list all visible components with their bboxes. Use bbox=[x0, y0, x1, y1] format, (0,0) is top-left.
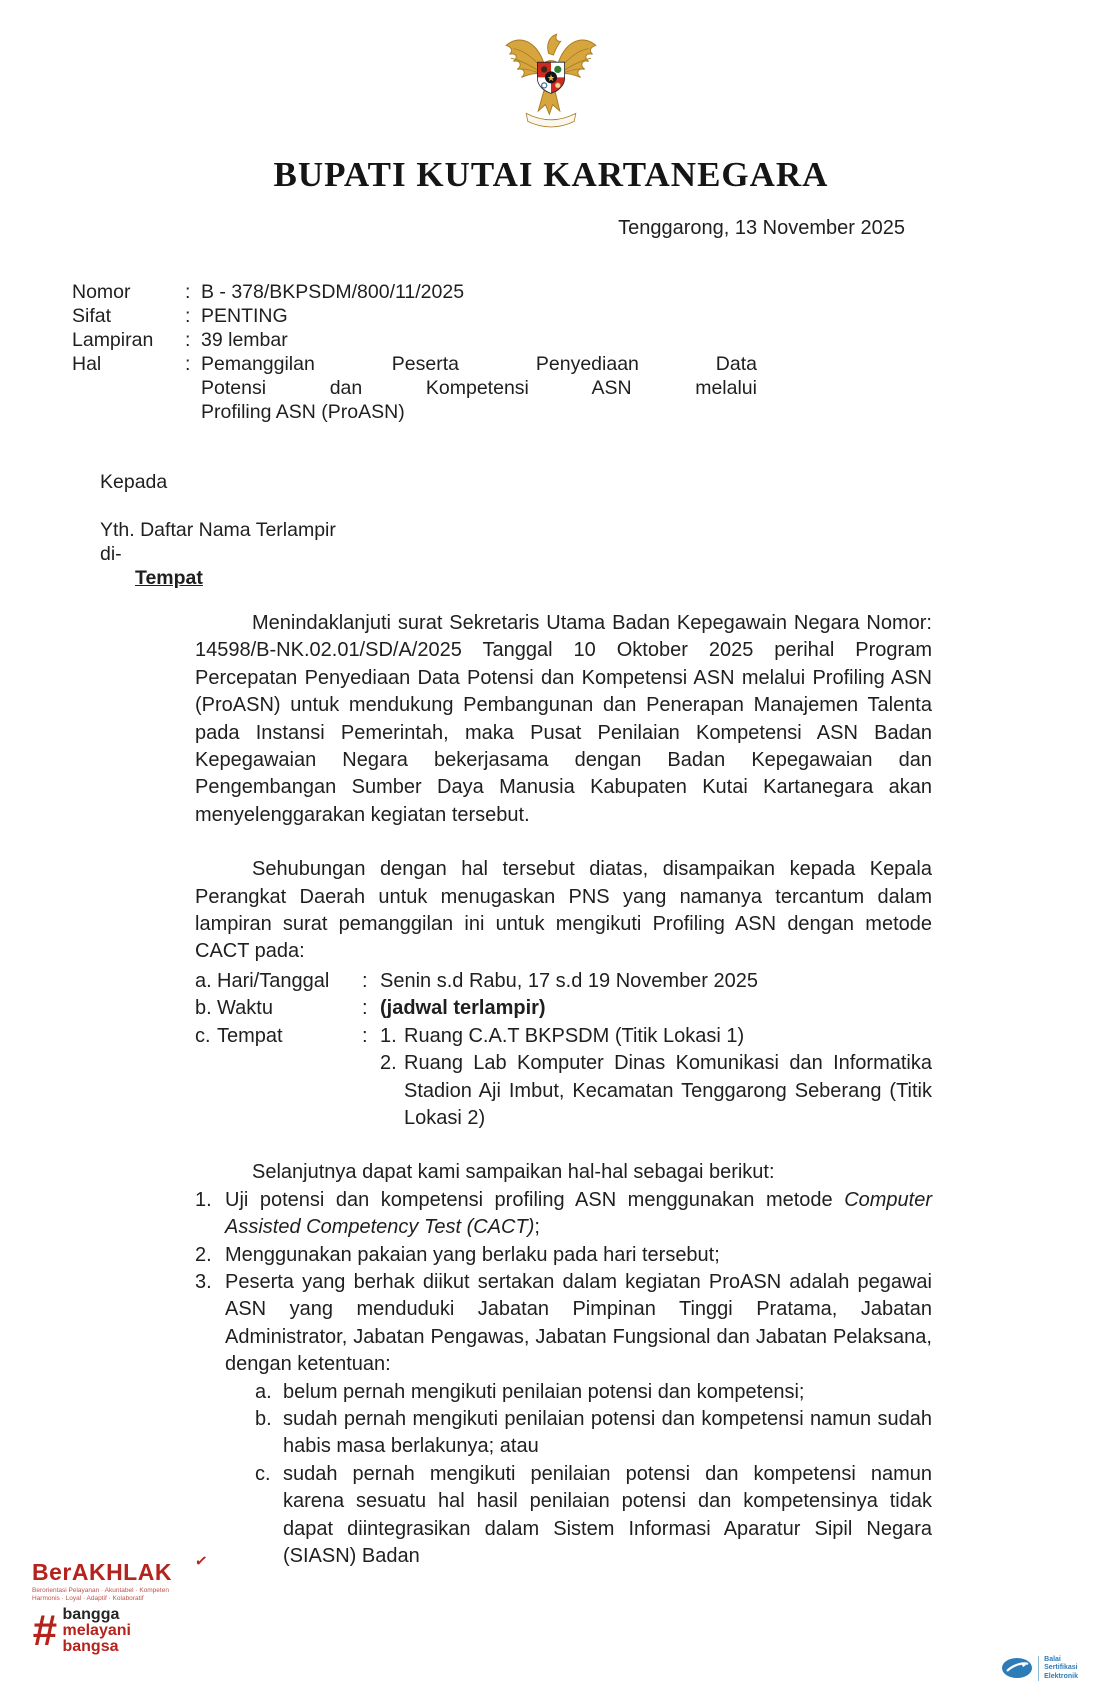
meta-value: 39 lembar bbox=[201, 329, 288, 351]
meta-colon: : bbox=[185, 353, 191, 375]
tagline-line: Berorientasi Pelayanan · Akuntabel · Kompeten bbox=[32, 1587, 169, 1594]
schedule-colon: : bbox=[362, 997, 368, 1020]
sub-item-c bbox=[255, 1461, 932, 1571]
sub-item-a bbox=[255, 1379, 932, 1406]
letterhead bbox=[0, 0, 1102, 149]
meta-value: B - 378/BKPSDM/800/11/2025 bbox=[201, 281, 465, 303]
location-num: 2. bbox=[380, 1052, 397, 1075]
bsre-line: Balai bbox=[1044, 1655, 1061, 1663]
list-num: 1. bbox=[195, 1188, 212, 1211]
list-text-suffix: ; bbox=[534, 1216, 540, 1239]
tagline-line: Harmonis · Loyal · Adaptif · Kolaboratif bbox=[32, 1595, 144, 1602]
schedule-key: c. bbox=[195, 1024, 211, 1047]
svg-text:★: ★ bbox=[547, 73, 555, 83]
list-num: 2. bbox=[195, 1243, 212, 1266]
location-text: Ruang Lab Komputer Dinas Komunikasi dan Informatika Stadion Aji Imbut, Kecamatan Tenggarong Seberang (Titik Lokasi 2) bbox=[404, 1052, 932, 1129]
numbered-list bbox=[195, 1187, 932, 1571]
paragraph-1: Menindaklanjuti surat Sekretaris Utama Badan Kepegawain Negara Nomor: 14598/B-NK.02.01/SD/A/2025 Tanggal 10 Oktober 2025 perihal Program Percepatan Penyediaan Data Potensi dan Kompetensi ASN melalui Profiling ASN (ProASN) untuk mendukung Pembangunan dan Penerapan Manajemen Talenta pada Instansi Pemerintah, maka Pusat Penilaian Kompetensi ASN Badan Kepegawaian Negara bekerjasama dengan Badan Kepegawaian dan Pengembangan Sumber Daya Manusia Kabupaten Kutai Kartanegara akan menyelenggarakan kegiatan tersebut. bbox=[195, 612, 932, 826]
schedule-key: b. bbox=[195, 997, 212, 1020]
schedule-block bbox=[195, 968, 932, 1132]
bangga-melayani-bangsa bbox=[32, 1607, 202, 1655]
bsre-line: Sertifikasi bbox=[1044, 1664, 1078, 1671]
meta-row-hal bbox=[72, 352, 932, 424]
sub-key: b. bbox=[255, 1407, 272, 1430]
schedule-locations bbox=[380, 1023, 932, 1133]
sub-key: c. bbox=[255, 1462, 271, 1485]
hashtag-icon: # bbox=[32, 1606, 57, 1656]
sub-text: sudah pernah mengikuti penilaian potensi dan kompetensi namun sudah habis masa berlakunya; atau bbox=[283, 1407, 932, 1458]
location-item bbox=[380, 1050, 932, 1132]
sub-text: belum pernah mengikuti penilaian potensi dan kompetensi; bbox=[283, 1380, 805, 1403]
list-text-italic: Computer Assisted Competency Test (CACT) bbox=[225, 1188, 932, 1239]
list-text bbox=[225, 1269, 932, 1570]
list-text bbox=[225, 1187, 932, 1242]
schedule-label: Waktu bbox=[217, 997, 273, 1020]
schedule-label: Tempat bbox=[217, 1024, 283, 1047]
word-bangga: bangga bbox=[62, 1606, 120, 1623]
schedule-row-hari bbox=[195, 968, 932, 995]
garuda-emblem-icon bbox=[499, 26, 603, 144]
recipient-tempat: Tempat bbox=[135, 567, 203, 589]
list-item-3 bbox=[195, 1269, 932, 1570]
bsre-logo bbox=[1001, 1656, 1078, 1682]
meta-colon: : bbox=[185, 281, 191, 303]
meta-row-sifat bbox=[72, 304, 932, 328]
list-num: 3. bbox=[195, 1270, 212, 1293]
page-title: BUPATI KUTAI KARTANEGARA bbox=[273, 155, 829, 194]
salutation-kepada: Kepada bbox=[100, 471, 168, 493]
list-item-2 bbox=[195, 1242, 932, 1269]
hashtag-words bbox=[62, 1607, 130, 1655]
paragraph-2: Sehubungan dengan hal tersebut diatas, disampaikan kepada Kepala Perangkat Daerah untuk menugaskan PNS yang namanya tercantum dalam lampiran surat pemanggilan ini untuk mengikuti Profiling ASN dengan metode CACT pada: bbox=[195, 858, 932, 963]
berakhlak-wordmark: BerAKHLAK bbox=[32, 1559, 172, 1585]
meta-value: PENTING bbox=[201, 305, 288, 327]
schedule-colon: : bbox=[362, 969, 368, 992]
berakhlak-logo bbox=[32, 1552, 210, 1656]
meta-label: Hal bbox=[72, 353, 102, 375]
recipient-block bbox=[100, 470, 1102, 590]
schedule-colon: : bbox=[362, 1024, 368, 1047]
schedule-key: a. bbox=[195, 969, 212, 992]
location-num: 1. bbox=[380, 1024, 397, 1047]
hal-line: Pemanggilan Peserta Penyediaan Data bbox=[201, 353, 757, 375]
bsre-globe-icon bbox=[1001, 1657, 1033, 1679]
sub-key: a. bbox=[255, 1380, 272, 1403]
hal-line: Profiling ASN (ProASN) bbox=[201, 401, 405, 423]
meta-colon: : bbox=[185, 329, 191, 351]
meta-colon: : bbox=[185, 305, 191, 327]
word-bangsa: bangsa bbox=[62, 1638, 119, 1655]
location-text: Ruang C.A.T BKPSDM (Titik Lokasi 1) bbox=[404, 1024, 745, 1047]
list-text-prefix: Uji potensi dan kompetensi profiling ASN menggunakan metode bbox=[225, 1188, 845, 1211]
meta-label: Sifat bbox=[72, 305, 112, 327]
dateline: Tenggarong, 13 November 2025 bbox=[618, 217, 905, 239]
letter-body bbox=[195, 610, 932, 1570]
bsre-line: Elektronik bbox=[1044, 1672, 1078, 1680]
berakhlak-brand bbox=[32, 1552, 210, 1585]
schedule-value: Senin s.d Rabu, 17 s.d 19 November 2025 bbox=[380, 969, 759, 992]
word-melayani: melayani bbox=[62, 1622, 131, 1639]
schedule-row-waktu bbox=[195, 995, 932, 1022]
letter-meta bbox=[72, 280, 932, 424]
schedule-row-tempat bbox=[195, 1023, 932, 1133]
recipient-di: di- bbox=[100, 543, 122, 565]
schedule-value: (jadwal terlampir) bbox=[380, 997, 546, 1020]
list-text-main: Peserta yang berhak diikut sertakan dalam kegiatan ProASN adalah pegawai ASN yang menduduki Jabatan Pimpinan Tinggi Pratama, Jabatan Administrator, Jabatan Pengawas, Jabatan Fungsional dan Jabatan Pelaksana, dengan ketentuan: bbox=[225, 1270, 932, 1376]
sub-item-b bbox=[255, 1406, 932, 1461]
meta-row-nomor bbox=[72, 280, 932, 304]
meta-label: Nomor bbox=[72, 281, 131, 303]
sub-text: sudah pernah mengikuti penilaian potensi dan kompetensi namun karena sesuatu hal hasil penilaian potensi dan kompetensinya tidak dapat diintegrasikan dalam Sistem Informasi Aparatur Sipil Negara (SIASN) Badan bbox=[283, 1462, 932, 1567]
location-item bbox=[380, 1023, 932, 1050]
paragraph-3: Selanjutnya dapat kami sampaikan hal-hal sebagai berikut: bbox=[252, 1161, 775, 1184]
meta-row-lampiran bbox=[72, 328, 932, 352]
check-icon: ✓ bbox=[193, 1552, 210, 1571]
sub-list bbox=[255, 1379, 932, 1571]
meta-value bbox=[201, 352, 757, 424]
bsre-text bbox=[1038, 1656, 1078, 1682]
meta-label: Lampiran bbox=[72, 329, 154, 351]
schedule-label: Hari/Tanggal bbox=[217, 969, 330, 992]
recipient-name: Yth. Daftar Nama Terlampir bbox=[100, 519, 336, 541]
hal-line: Potensi dan Kompetensi ASN melalui bbox=[201, 377, 757, 399]
list-text: Menggunakan pakaian yang berlaku pada hari tersebut; bbox=[225, 1243, 720, 1266]
list-item-1 bbox=[195, 1187, 932, 1242]
berakhlak-tagline bbox=[32, 1587, 202, 1603]
